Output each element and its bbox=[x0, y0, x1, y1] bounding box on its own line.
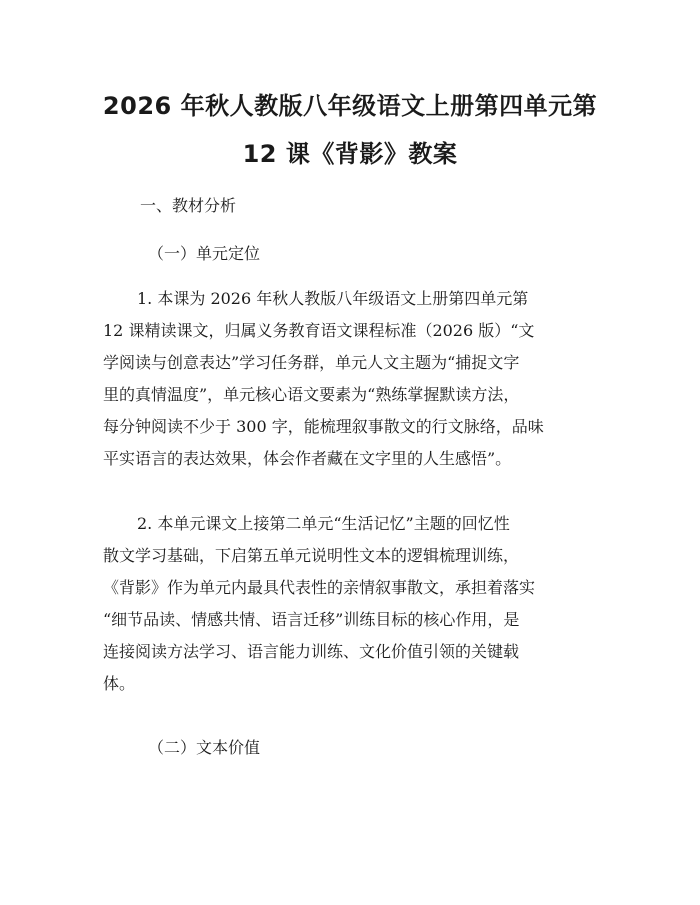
paragraph-1-line: 12 课精读课文，归属义务教育语文课程标准（2026 版）“文 bbox=[103, 321, 535, 340]
document-title-line-2: 12 课《背影》教案 bbox=[242, 140, 458, 168]
paragraph-1-line: 1. 本课为 2026 年秋人教版八年级语文上册第四单元第 bbox=[137, 289, 529, 308]
document-title-line-1: 2026 年秋人教版八年级语文上册第四单元第 bbox=[102, 92, 598, 120]
paragraph-2 bbox=[103, 508, 603, 700]
paragraph-1-line: 每分钟阅读不少于 300 字，能梳理叙事散文的行文脉络，品味 bbox=[103, 417, 544, 436]
paragraph-2-line: 体。 bbox=[103, 674, 136, 693]
paragraph-2-line: 2. 本单元课文上接第二单元“生活记忆”主题的回忆性 bbox=[137, 514, 510, 533]
paragraph-2-line: 《背影》作为单元内最具代表性的亲情叙事散文，承担着落实 bbox=[103, 578, 536, 597]
subsection-heading-unit-positioning: （一）单元定位 bbox=[148, 244, 261, 263]
paragraph-1-line: 里的真情温度”，单元核心语文要素为“熟练掌握默读方法， bbox=[103, 385, 520, 404]
paragraph-2-line: “细节品读、情感共情、语言迁移”训练目标的核心作用，是 bbox=[103, 610, 520, 629]
section-heading-teaching-material-analysis: 一、教材分析 bbox=[140, 196, 237, 215]
paragraph-1-line: 平实语言的表达效果，体会作者藏在文字里的人生感悟”。 bbox=[103, 449, 512, 468]
subsection-heading-text-value: （二）文本价值 bbox=[148, 738, 261, 757]
paragraph-1 bbox=[103, 283, 603, 475]
paragraph-2-line: 散文学习基础，下启第五单元说明性文本的逻辑梳理训练， bbox=[103, 546, 520, 565]
paragraph-2-line: 连接阅读方法学习、语言能力训练、文化价值引领的关键载 bbox=[103, 642, 520, 661]
paragraph-1-line: 学阅读与创意表达”学习任务群，单元人文主题为“捕捉文字 bbox=[103, 353, 520, 372]
